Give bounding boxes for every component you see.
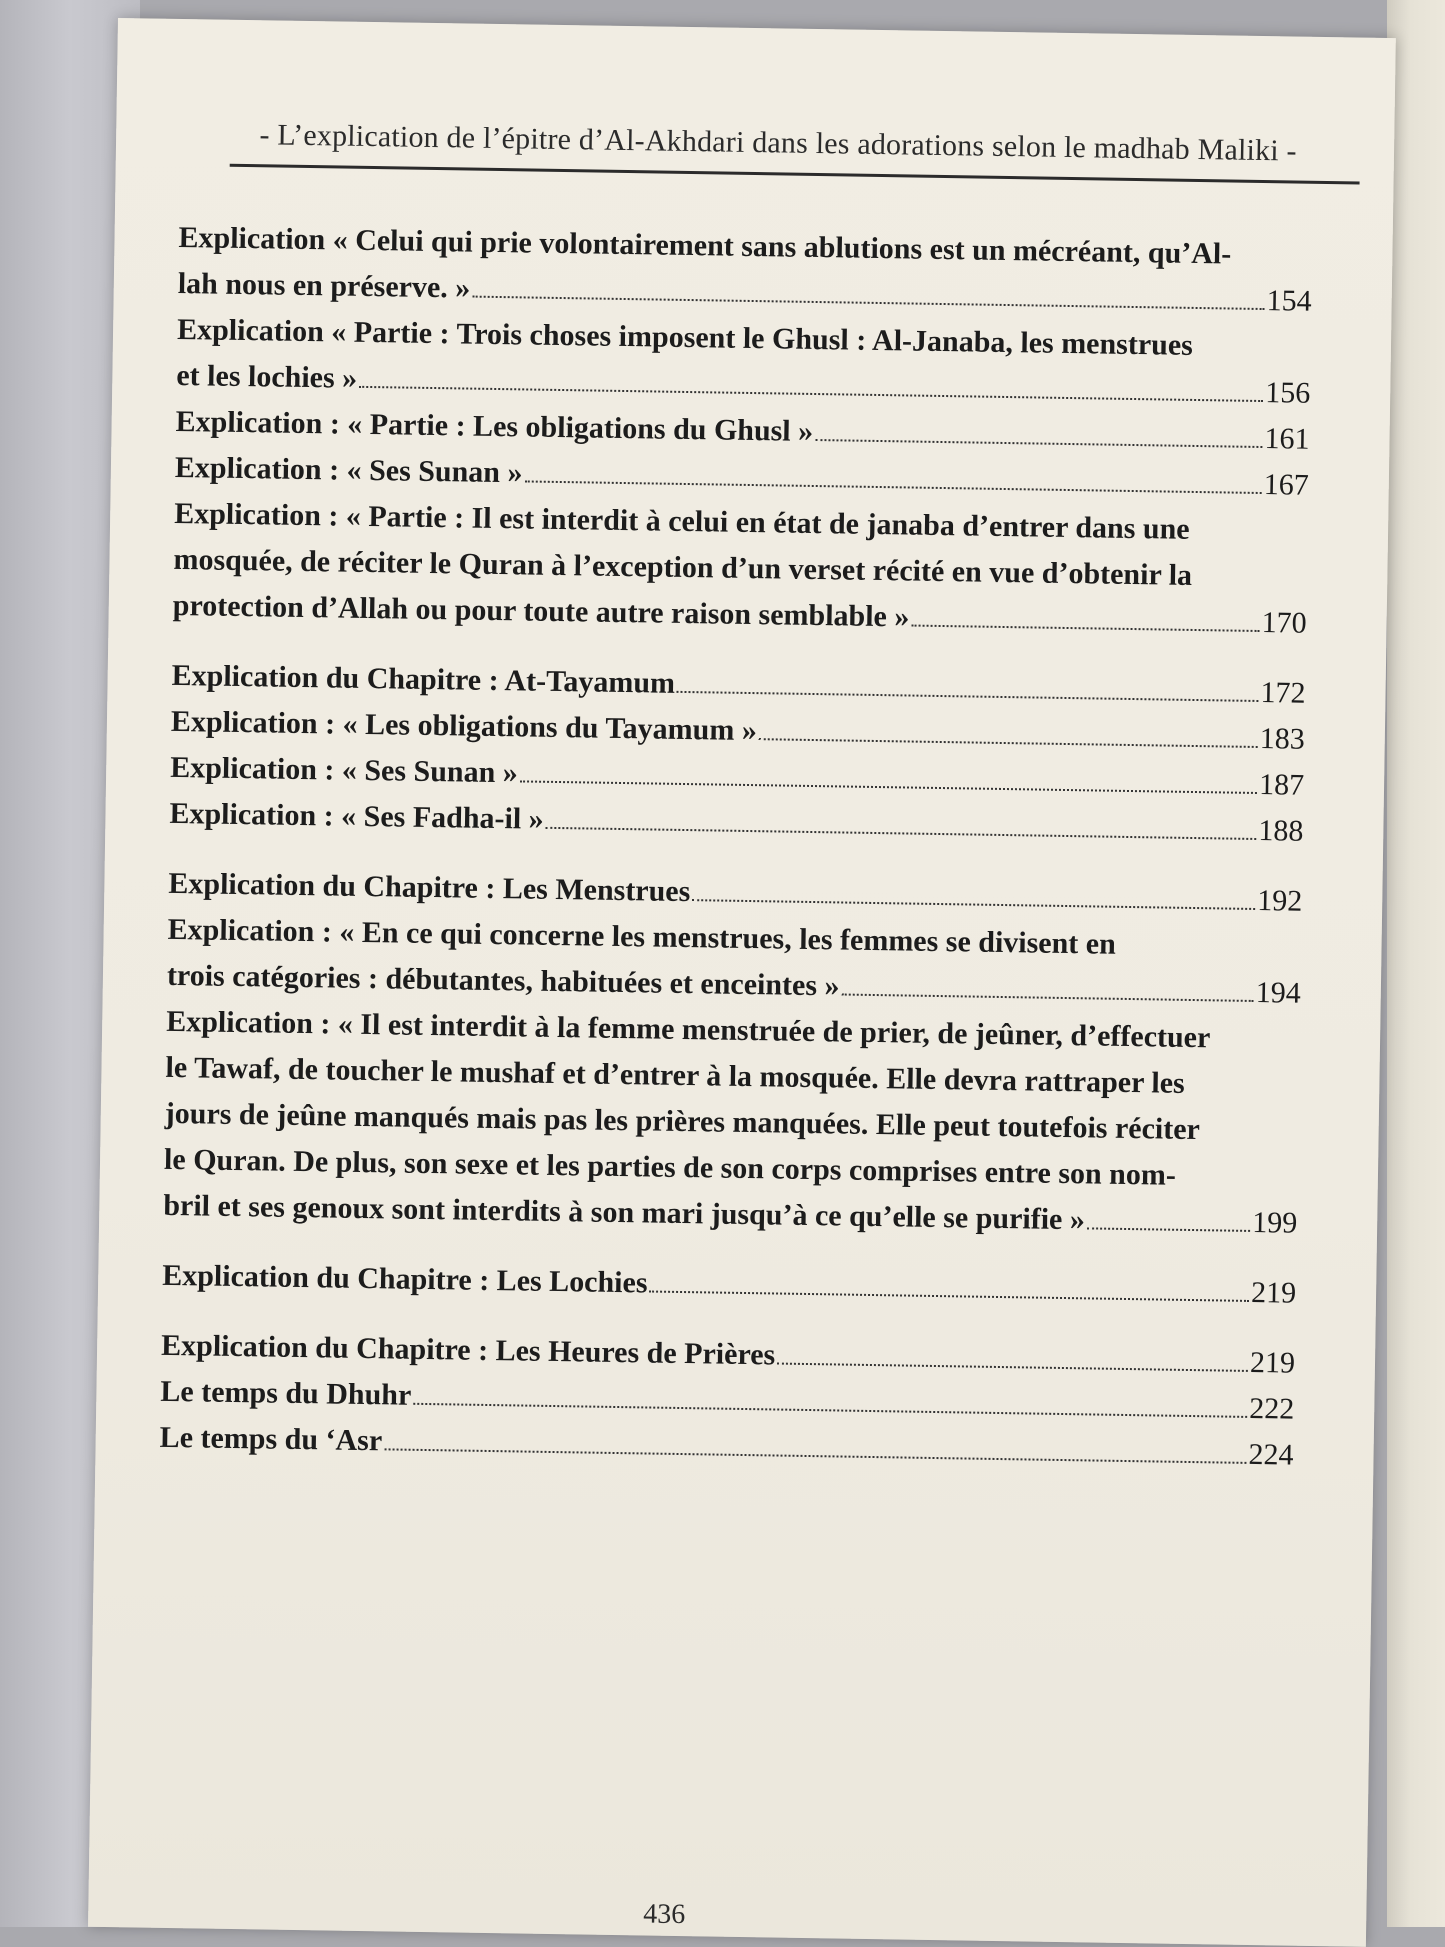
dot-leader [677, 691, 1259, 702]
toc-entry-title: le Quran. De plus, son sexe et les parties de son corps comprises entre son nom- [163, 1142, 1177, 1192]
toc-entry-title: Explication « Celui qui prie volontairement sans ablutions est un mécréant, qu’Al- [178, 220, 1232, 271]
table-of-contents [159, 215, 1312, 1479]
facing-page-edge [1387, 0, 1445, 1927]
toc-entry-title: Explication : « Les obligations du Tayamum » [170, 704, 758, 748]
toc-entry-title: mosquée, de réciter le Quran à l’exception d’un verset récité en vue d’obtenir la [173, 542, 1193, 592]
toc-entry-page: 156 [1264, 376, 1311, 410]
dot-leader [841, 993, 1253, 1001]
toc-entry-title: Le temps du Dhuhr [160, 1374, 412, 1412]
toc-entry-title: Explication « Partie : Trois choses imposent le Ghusl : Al-Janaba, les menstrues [176, 312, 1194, 362]
toc-entry-page: 194 [1255, 975, 1302, 1010]
toc-entry-title: Explication : « Partie : Les obligations du Ghusl » [175, 404, 814, 448]
toc-entry-title: Explication du Chapitre : Les Lochies [161, 1258, 648, 1300]
toc-entry [177, 215, 1312, 325]
dot-leader [815, 439, 1262, 448]
toc-entry-title: Explication : « En ce qui concerne les menstrues, les femmes se divisent en [167, 912, 1117, 961]
page-number: 436 [643, 1898, 686, 1931]
toc-entry-page: 192 [1257, 884, 1303, 918]
toc-entry-title: Explication : « Il est interdit à la femme menstruée de prier, de jeûner, d’effectuer [165, 1004, 1211, 1055]
dot-leader [520, 780, 1257, 794]
dot-leader [413, 1403, 1247, 1418]
dot-leader [524, 480, 1261, 494]
header-rule [230, 164, 1360, 185]
toc-entry [163, 999, 1300, 1247]
running-header: - L’explication de l’épitre d’Al-Akhdari dans les adorations selon le madhab Maliki - [259, 118, 1297, 168]
toc-entry-title: et les lochies » [176, 358, 358, 395]
toc-entry-page: 224 [1248, 1437, 1294, 1472]
toc-entry-page: 172 [1260, 676, 1306, 710]
dot-leader [546, 827, 1257, 840]
toc-entry-page: 154 [1266, 284, 1312, 318]
toc-entry-title: Explication du Chapitre : Les Heures de Prières [160, 1328, 776, 1372]
toc-entry-page: 170 [1261, 606, 1307, 640]
toc-entry-page: 222 [1249, 1391, 1295, 1426]
toc-entry-title: le Tawaf, de toucher le mushaf et d’entrer à la mosquée. Elle devra rattraper les [165, 1050, 1185, 1100]
toc-entry-title: Le temps du ‘Asr [159, 1420, 383, 1458]
toc-entry-title: Explication : « Ses Sunan » [174, 450, 523, 490]
toc-entry-title: Explication du Chapitre : Les Menstrues [168, 866, 691, 909]
toc-entry-title: bril et ses genoux sont interdits à son mari jusqu’à ce qu’elle se purifie » [163, 1188, 1086, 1237]
toc-entry [167, 907, 1302, 1017]
dot-leader [759, 738, 1258, 748]
toc-entry-title: Explication : « Ses Sunan » [169, 750, 519, 790]
toc-entry-page: 183 [1259, 722, 1306, 756]
toc-entry-title: lah nous en préserve. » [177, 266, 471, 305]
toc-entry-title: Explication : « Partie : Il est interdit à celui en état de janaba d’entrer dans une [173, 496, 1190, 546]
toc-entry-title: trois catégories : débutantes, habituées et enceintes » [166, 958, 840, 1003]
toc-entry-title: jours de jeûne manqués mais pas les prières manquées. Elle peut toutefois réciter [164, 1096, 1201, 1147]
toc-entry-page: 219 [1249, 1345, 1296, 1380]
dot-leader [649, 1291, 1249, 1302]
dot-leader [911, 625, 1259, 632]
book-page [88, 18, 1396, 1947]
toc-entry-page: 187 [1258, 768, 1305, 802]
dot-leader [384, 1448, 1246, 1464]
toc-entry-page: 219 [1250, 1275, 1297, 1310]
dot-leader [1087, 1227, 1250, 1232]
dot-leader [472, 296, 1264, 310]
toc-entry-title: protection d’Allah ou pour toute autre raison semblable » [172, 588, 910, 634]
toc-entry-page: 161 [1264, 422, 1310, 456]
toc-entry [172, 491, 1308, 647]
toc-entry-title: Explication du Chapitre : At-Tayamum [171, 658, 676, 700]
toc-entry-page: 199 [1251, 1205, 1298, 1240]
dot-leader [692, 899, 1255, 910]
dot-leader [359, 386, 1263, 402]
toc-entry-title: Explication : « Ses Fadha-il » [169, 796, 544, 836]
toc-entry-page: 167 [1263, 468, 1310, 502]
dot-leader [777, 1363, 1248, 1372]
toc-entry [176, 307, 1311, 417]
toc-entry-page: 188 [1258, 814, 1304, 848]
